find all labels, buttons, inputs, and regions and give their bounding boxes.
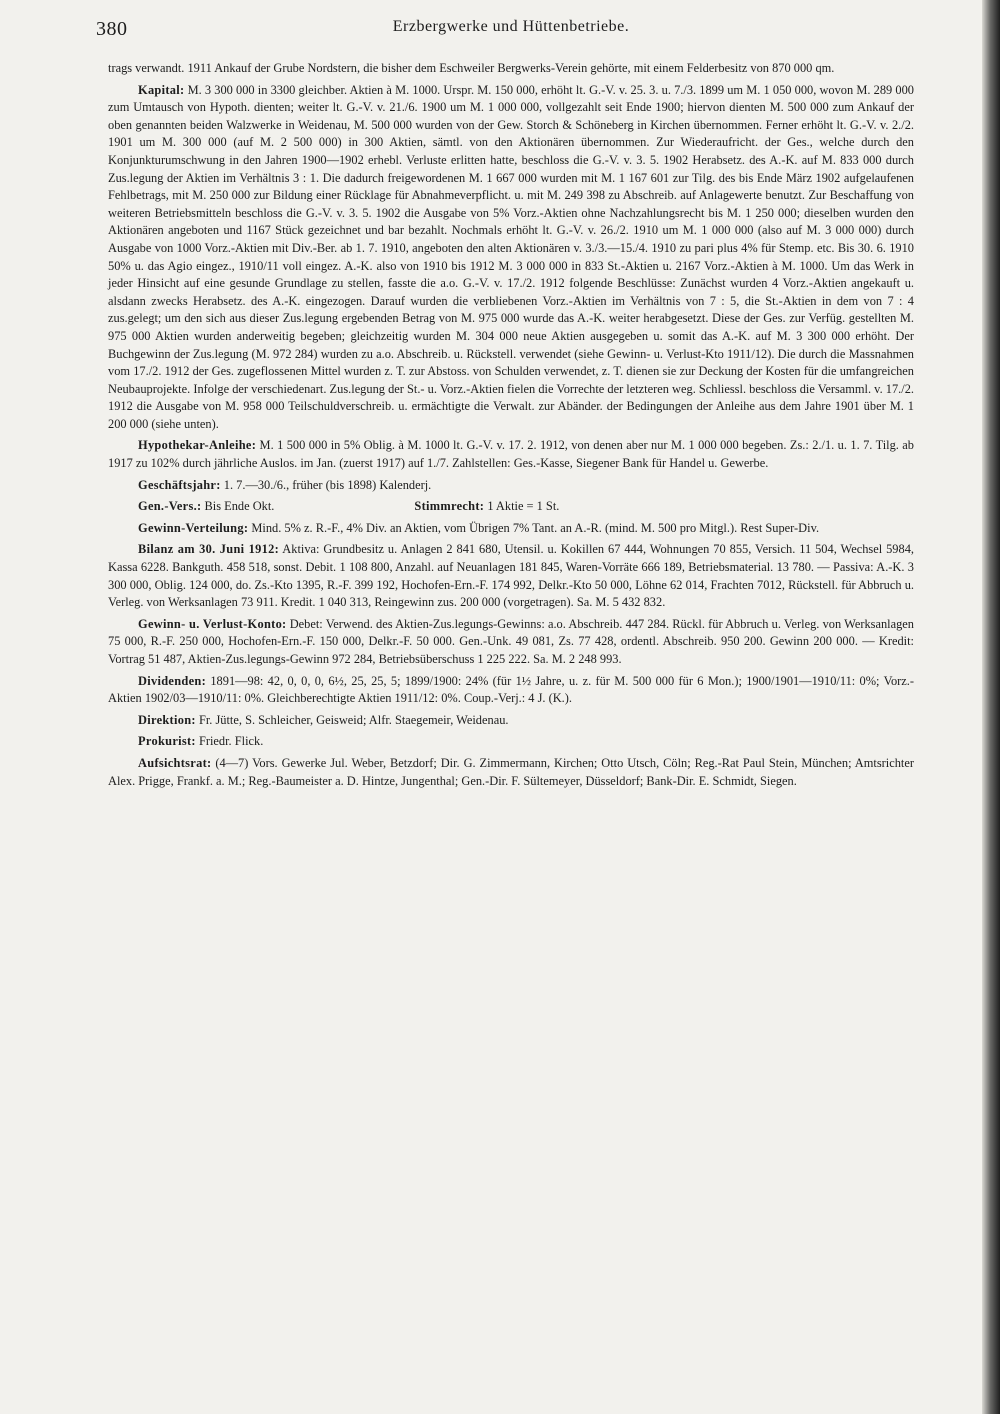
section-direktion	[108, 712, 914, 730]
section-gen-vers	[108, 498, 914, 516]
section-heading: Hypothekar-Anleihe:	[138, 438, 257, 453]
section-heading: Bilanz am 30. Juni 1912:	[138, 542, 280, 557]
section-heading: Geschäftsjahr:	[138, 477, 221, 492]
section-text: 1. 7.—30./6., früher (bis 1898) Kalenderj.	[220, 477, 432, 492]
page-edge-shadow	[982, 0, 1000, 1414]
section-text: Mind. 5% z. R.-F., 4% Div. an Aktien, vom Übrigen 7% Tant. an A.-R. (mind. M. 500 pro Mitgl.). Rest Super-Div.	[248, 520, 820, 535]
section-dividenden	[108, 673, 914, 708]
section-heading: Gewinn- u. Verlust-Konto:	[138, 616, 287, 631]
section-hypothekar-anleihe	[108, 437, 914, 472]
section-text: M. 1 500 000 in 5% Oblig. à M. 1000 lt. G.-V. v. 17. 2. 1912, von denen aber nur M. 1 000 000 begeben. Zs.: 2./1. u. 1. 7. Tilg. ab 1917 zu 102% durch jährliche Auslos. im Jan. (zuerst 1917) auf 1./7. Zahlstellen: Ges.-Kasse, Siegener Bank für Handel u. Gewerbe.	[108, 438, 914, 471]
section-text: M. 3 300 000 in 3300 gleichber. Aktien à M. 1000. Urspr. M. 150 000, erhöht lt. G.-V. v. 25. 3. u. 7./3. 1899 um M. 1 050 000, wovon M. 289 000 zum Umtausch von Hypoth. dienten; weiter lt. G.-V. v. 21./6. 1900 um M. 1 000 000, vollgezahlt seit Ende 1900; hiervon dienten M. 500 000 zum Ankauf der oben genannten beiden Walzwerke in Weidenau, M. 500 000 wurden von der Gew. Storch & Schöneberg in Kirchen übernommen. Ferner erhöht lt. G.-V. v. 2./2. 1901 um M. 300 000 (auf M. 2 500 000) in 300 Aktien, sämtl. von den Aktionären übernommen. Zur Wiederaufricht. der Ges., welche durch den Konjunkturumschwung in den Jahren 1900—1902 erhebl. Verluste erlitten hatte, beschloss die G.-V. v. 3. 5. 1902 Herabsetz. des A.-K. auf M. 833 000 durch Zus.legung der Aktien im Verhältnis 3 : 1. Die dadurch freigewordenen M. 1 667 000 wurden mit M. 1 167 601 zur Tilg. des bis Ende März 1902 aufgelaufenen Fehlbetrags, mit M. 250 000 zur Bildung einer Rücklage für Abnahmeverpflicht. u. mit M. 249 398 zu Abschreib. auf Anlagewerte benutzt. Zur Beschaffung von weiteren Betriebsmitteln beschloss die G.-V. v. 3. 5. 1902 die Ausgabe von 5% Vorz.-Aktien ohne Nachzahlungsrecht bis M. 1 250 000; dieselben wurden den Aktionären angeboten und 1167 Stück gezeichnet und bar bezahlt. Nochmals erhöht lt. G.-V. v. 26./2. 1910 um M. 1 000 000 (also auf M. 3 000 000) durch Ausgabe von 1000 Vorz.-Aktien mit Div.-Ber. ab 1. 7. 1910, angeboten den alten Aktionären v. 3./3.—15./4. 1910 zu pari plus 4% für Stemp. etc. Bis 30. 6. 1910 50% u. das Agio eingez., 1910/11 voll eingez. A.-K. also von 1910 bis 1912 M. 3 000 000 in 833 St.-Aktien u. 2167 Vorz.-Aktien à M. 1000. Um das Werk in jeder Hinsicht auf eine gesunde Grundlage zu stellen, fasste die a.o. G.-V. v. 17./2. 1912 folgende Beschlüsse: Zunächst wurden 4 Vorz.-Aktien angekauft u. alsdann zwecks Herabsetz. des A.-K. eingezogen. Darauf wurden die verbliebenen Vorz.-Aktien im Verhältnis von 7 : 5, die St.-Aktien in dem von 7 : 4 zus.gelegt; um den sich aus dieser Zus.legung ergebenden Betrag von M. 975 000 wurde das A.-K. weiter herabgesetzt. Diese der Ges. zur Verfüg. gestellten M. 975 000 Aktien wurden anderweitig begeben; gleichzeitig wurden M. 304 000 neue Aktien ausgegeben u. somit das A.-K. auf M. 3 300 000 erhöht. Der Buchgewinn der Zus.legung (M. 972 284) wurden zu a.o. Abschreib. u. Rückstell. verwendet (siehe Gewinn- u. Verlust-Kto 1911/12). Die durch die Massnahmen vom 17./2. 1912 der Ges. zugeflossenen Mittel wurden z. T. zur Abstoss. von Schulden verwendet, z. T. dienen sie zur Deckung der Kosten für die umfangreichen Neubauprojekte. Infolge der verschiedenart. Zus.legung der St.- u. Vorz.-Aktien fielen die Vorrechte der letzteren weg. Schliessl. beschloss die Versamml. v. 17./2. 1912 die Ausgabe von M. 958 000 Teilschuldverschreib. u. ermächtigte die Verwalt. zur Abänder. der Bedingungen der Anleihe aus dem Jahre 1901 über M. 1 200 000 (siehe unten).	[108, 82, 914, 431]
section-heading: Gewinn-Verteilung:	[138, 520, 249, 535]
section-gewinn-verteilung	[108, 520, 914, 538]
section-bilanz	[108, 541, 914, 611]
page-header	[96, 18, 926, 46]
page-number: 380	[96, 18, 128, 40]
section-text: Bis Ende Okt.	[201, 499, 275, 514]
section-text-stimmrecht: 1 Aktie = 1 St.	[484, 499, 560, 514]
section-heading: Prokurist:	[138, 734, 196, 749]
section-heading: Aufsichtsrat:	[138, 755, 212, 770]
section-gewinn-verlust-konto	[108, 616, 914, 669]
section-heading: Kapital:	[138, 82, 185, 97]
section-text: Aktiva: Grundbesitz u. Anlagen 2 841 680, Utensil. u. Kokillen 67 444, Wohnungen 70 855, Versich. 11 504, Wechsel 5984, Kassa 6228. Bankguth. 458 518, sonst. Debit. 1 108 800, Anzahl. auf Neuanlagen 181 845, Waren-Vorräte 666 189, Betriebsmaterial. 13 780. — Passiva: A.-K. 3 300 000, Oblig. 124 000, do. Zs.-Kto 1395, R.-F. 399 192, Hochofen-Ern.-F. 174 992, Delkr.-Kto 50 000, Löhne 62 014, Frachten 7012, Rückstell. für Abbruch u. Verleg. von Werksanlagen 73 911. Kredit. 1 040 313, Reingewinn zus. 200 000 (vorgetragen). Sa. M. 5 432 832.	[108, 542, 914, 610]
section-text: Debet: Verwend. des Aktien-Zus.legungs-Gewinns: a.o. Abschreib. 447 284. Rückl. für Abbruch u. Verleg. von Werksanlagen 75 000, R.-F. 250 000, Hochofen-Ern.-F. 150 000, Delkr.-F. 50 000. Gen.-Unk. 49 081, Zs. 77 428, ordentl. Abschreib. 950 200. Gewinn 200 000. — Kredit: Vortrag 51 487, Aktien-Zus.legungs-Gewinn 972 284, Betriebsüberschuss 1 225 222. Sa. M. 2 248 993.	[108, 616, 914, 666]
running-head: Erzbergwerke und Hüttenbetriebe.	[392, 18, 630, 35]
section-text: Friedr. Flick.	[195, 734, 264, 749]
section-text: (4—7) Vors. Gewerke Jul. Weber, Betzdorf; Dir. G. Zimmermann, Kirchen; Otto Utsch, Cöln; Reg.-Rat Paul Stein, München; Amtsrichter Alex. Prigge, Frankf. a. M.; Reg.-Baumeister a. D. Hintze, Jungenthal; Gen.-Dir. F. Sültemeyer, Düsseldorf; Bank-Dir. E. Schmidt, Siegen.	[108, 755, 914, 788]
page-body	[108, 60, 914, 794]
section-text: Fr. Jütte, S. Schleicher, Geisweid; Alfr. Staegemeir, Weidenau.	[195, 712, 509, 727]
paragraph-text: trags verwandt. 1911 Ankauf der Grube Nordstern, die bisher dem Eschweiler Bergwerks-Verein gehörte, mit einem Felderbesitz von 870 000 qm.	[108, 61, 835, 75]
section-heading: Dividenden:	[138, 673, 207, 688]
section-heading-stimmrecht: Stimmrecht:	[414, 499, 485, 514]
section-text: 1891—98: 42, 0, 0, 0, 6½, 25, 25, 5; 1899/1900: 24% (für 1½ Jahre, u. z. für M. 500 000 für 6 Mon.); 1900/1901—1910/11: 0%; Vorz.-Aktien 1902/03—1910/11: 0%. Gleichberechtigte Aktien 1911/12: 0%. Coup.-Verj.: 4 J. (K.).	[108, 673, 914, 706]
section-heading: Gen.-Vers.:	[138, 499, 202, 514]
section-heading: Direktion:	[138, 712, 196, 727]
section-geschaeftsjahr	[108, 477, 914, 495]
section-kapital	[108, 82, 914, 434]
section-prokurist	[108, 733, 914, 751]
section-aufsichtsrat	[108, 755, 914, 790]
paragraph-intro	[108, 60, 914, 78]
